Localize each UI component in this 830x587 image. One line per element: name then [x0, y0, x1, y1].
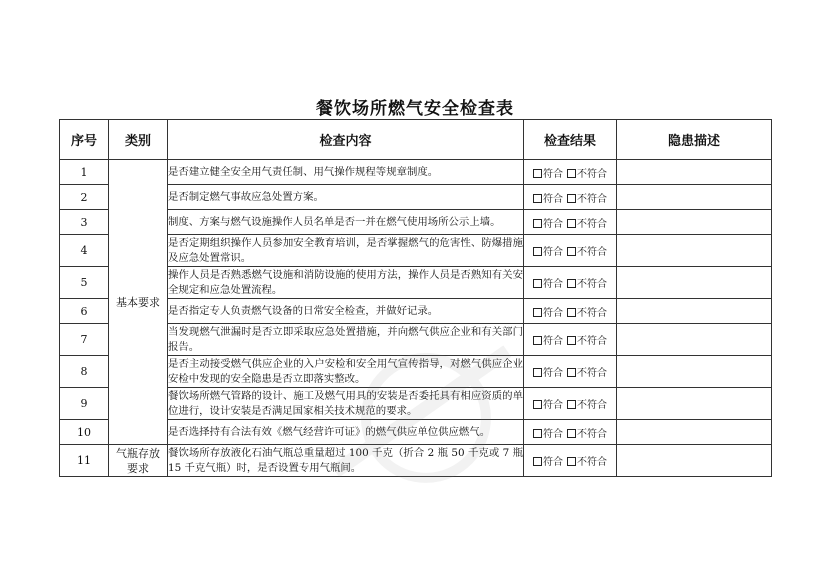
checkbox-icon[interactable] — [567, 308, 576, 317]
check-result — [524, 445, 617, 477]
checkbox-icon[interactable] — [533, 308, 542, 317]
check-content: 操作人员是否熟悉燃气设施和消防设施的使用方法，操作人员是否熟知有关安全规定和应急处置流程。 — [168, 267, 524, 299]
checkbox-icon[interactable] — [567, 400, 576, 409]
pass-option[interactable] — [533, 190, 563, 205]
hazard-description-field[interactable] — [617, 185, 772, 210]
checkbox-icon[interactable] — [533, 247, 542, 256]
fail-option[interactable] — [567, 332, 607, 347]
option-label: 符合 — [543, 428, 563, 440]
option-label: 不符合 — [577, 168, 607, 180]
check-result — [524, 160, 617, 185]
hazard-description-field[interactable] — [617, 324, 772, 356]
category-cell: 气瓶存放要求 — [109, 445, 168, 477]
pass-option[interactable] — [533, 332, 563, 347]
option-label: 符合 — [543, 168, 563, 180]
hazard-description-field[interactable] — [617, 210, 772, 235]
check-result — [524, 388, 617, 420]
option-label: 不符合 — [577, 368, 607, 379]
checkbox-icon[interactable] — [533, 169, 542, 178]
hazard-description-field[interactable] — [617, 160, 772, 185]
pass-option[interactable] — [533, 453, 563, 468]
checkbox-icon[interactable] — [567, 219, 576, 228]
category-cell: 基本要求 — [109, 160, 168, 445]
hazard-description-field[interactable] — [617, 420, 772, 445]
pass-option[interactable] — [533, 425, 563, 440]
check-result — [524, 356, 617, 388]
fail-option[interactable] — [567, 243, 607, 258]
option-label: 不符合 — [577, 336, 607, 347]
option-label: 符合 — [543, 368, 563, 379]
row-number: 4 — [60, 235, 109, 267]
pass-option[interactable] — [533, 165, 563, 180]
fail-option[interactable] — [567, 425, 607, 440]
fail-option[interactable] — [567, 453, 607, 468]
inspection-table — [59, 119, 772, 477]
check-content: 是否主动接受燃气供应企业的入户安检和安全用气宣传指导，对燃气供应企业安检中发现的安全隐患是否立即落实整改。 — [168, 356, 524, 388]
check-result — [524, 324, 617, 356]
checkbox-icon[interactable] — [533, 336, 542, 345]
row-number: 8 — [60, 356, 109, 388]
header-category: 类别 — [109, 120, 168, 160]
hazard-description-field[interactable] — [617, 299, 772, 324]
fail-option[interactable] — [567, 190, 607, 205]
header-no: 序号 — [60, 120, 109, 160]
checkbox-icon[interactable] — [567, 336, 576, 345]
hazard-description-field[interactable] — [617, 356, 772, 388]
row-number: 2 — [60, 185, 109, 210]
option-label: 符合 — [543, 457, 563, 468]
option-label: 不符合 — [577, 247, 607, 258]
row-number: 6 — [60, 299, 109, 324]
fail-option[interactable] — [567, 304, 607, 319]
checkbox-icon[interactable] — [533, 457, 542, 466]
checkbox-icon[interactable] — [567, 247, 576, 256]
check-content: 是否建立健全安全用气责任制、用气操作规程等规章制度。 — [168, 160, 524, 185]
table-row — [60, 160, 772, 185]
checkbox-icon[interactable] — [567, 457, 576, 466]
row-number: 1 — [60, 160, 109, 185]
pass-option[interactable] — [533, 396, 563, 411]
pass-option[interactable] — [533, 215, 563, 230]
row-number: 11 — [60, 445, 109, 477]
row-number: 9 — [60, 388, 109, 420]
option-label: 符合 — [543, 400, 563, 411]
checkbox-icon[interactable] — [533, 219, 542, 228]
option-label: 符合 — [543, 336, 563, 347]
option-label: 不符合 — [577, 428, 607, 440]
checkbox-icon[interactable] — [533, 400, 542, 409]
checkbox-icon[interactable] — [567, 279, 576, 288]
checkbox-icon[interactable] — [533, 368, 542, 377]
option-label: 不符合 — [577, 457, 607, 468]
check-result — [524, 267, 617, 299]
check-result — [524, 420, 617, 445]
fail-option[interactable] — [567, 364, 607, 379]
checkbox-icon[interactable] — [567, 429, 576, 438]
checkbox-icon[interactable] — [567, 368, 576, 377]
fail-option[interactable] — [567, 275, 607, 290]
fail-option[interactable] — [567, 165, 607, 180]
pass-option[interactable] — [533, 364, 563, 379]
check-result — [524, 299, 617, 324]
option-label: 不符合 — [577, 400, 607, 411]
check-content: 是否制定燃气事故应急处置方案。 — [168, 185, 524, 210]
row-number: 3 — [60, 210, 109, 235]
pass-option[interactable] — [533, 243, 563, 258]
row-number: 5 — [60, 267, 109, 299]
option-label: 不符合 — [577, 279, 607, 290]
option-label: 不符合 — [577, 218, 607, 230]
check-content: 是否定期组织操作人员参加安全教育培训，是否掌握燃气的危害性、防爆措施及应急处置常识。 — [168, 235, 524, 267]
table-header-row — [60, 120, 772, 160]
check-content: 是否选择持有合法有效《燃气经营许可证》的燃气供应单位供应燃气。 — [168, 420, 524, 445]
checkbox-icon[interactable] — [533, 279, 542, 288]
header-result: 检查结果 — [524, 120, 617, 160]
check-content: 当发现燃气泄漏时是否立即采取应急处置措施，并向燃气供应企业和有关部门报告。 — [168, 324, 524, 356]
hazard-description-field[interactable] — [617, 445, 772, 477]
hazard-description-field[interactable] — [617, 267, 772, 299]
checkbox-icon[interactable] — [567, 169, 576, 178]
fail-option[interactable] — [567, 396, 607, 411]
check-result — [524, 185, 617, 210]
header-content: 检查内容 — [168, 120, 524, 160]
option-label: 符合 — [543, 279, 563, 290]
option-label: 不符合 — [577, 193, 607, 205]
option-label: 符合 — [543, 193, 563, 205]
option-label: 不符合 — [577, 307, 607, 319]
row-number: 10 — [60, 420, 109, 445]
option-label: 符合 — [543, 307, 563, 319]
check-result — [524, 235, 617, 267]
option-label: 符合 — [543, 247, 563, 258]
check-result — [524, 210, 617, 235]
pass-option[interactable] — [533, 304, 563, 319]
document-title: 餐饮场所燃气安全检查表 — [316, 99, 514, 119]
checkbox-icon[interactable] — [533, 194, 542, 203]
header-description: 隐患描述 — [617, 120, 772, 160]
hazard-description-field[interactable] — [617, 235, 772, 267]
check-content: 制度、方案与燃气设施操作人员名单是否一并在燃气使用场所公示上墙。 — [168, 210, 524, 235]
pass-option[interactable] — [533, 275, 563, 290]
fail-option[interactable] — [567, 215, 607, 230]
table-row — [60, 445, 772, 477]
row-number: 7 — [60, 324, 109, 356]
checkbox-icon[interactable] — [533, 429, 542, 438]
check-content: 是否指定专人负责燃气设备的日常安全检查，并做好记录。 — [168, 299, 524, 324]
checkbox-icon[interactable] — [567, 194, 576, 203]
option-label: 符合 — [543, 218, 563, 230]
hazard-description-field[interactable] — [617, 388, 772, 420]
check-content: 餐饮场所存放液化石油气瓶总重量超过 100 千克（折合 2 瓶 50 千克或 7 瓶 15 千克气瓶）时，是否设置专用气瓶间。 — [168, 445, 524, 477]
check-content: 餐饮场所燃气管路的设计、施工及燃气用具的安装是否委托具有相应资质的单位进行，设计安装是否满足国家相关技术规范的要求。 — [168, 388, 524, 420]
